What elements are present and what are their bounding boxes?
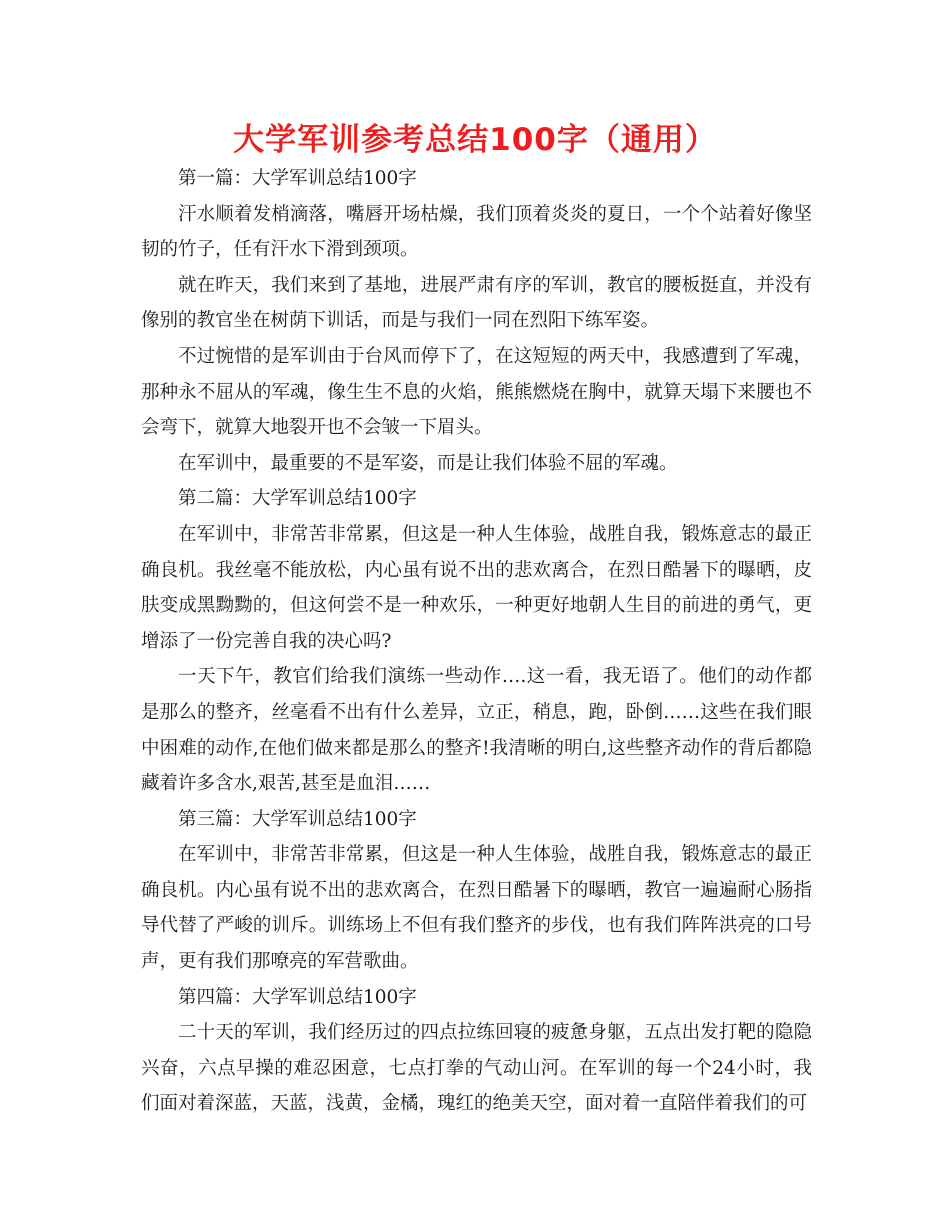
- paragraph: 汗水顺着发梢滴落，嘴唇开场枯燥，我们顶着炎炎的夏日，一个个站着好像坚韧的竹子，任有汗水下滑到颈项。: [141, 203, 812, 261]
- paragraph: 在军训中，非常苦非常累，但这是一种人生体验，战胜自我，锻炼意志的最正确良机。我丝毫不能放松，内心虽有说不出的悲欢离合，在烈日酷暑下的曝晒，皮肤变成黑黝黝的，但这何尝不是一种欢乐，一种更好地朝人生目的前进的勇气，更增添了一份完善自我的决心吗?: [141, 523, 812, 652]
- paragraph: 就在昨天，我们来到了基地，进展严肃有序的军训，教官的腰板挺直，并没有像别的教官坐在树荫下训话，而是与我们一同在烈阳下练军姿。: [141, 274, 812, 332]
- heading-part-4: 第四篇：大学军训总结100字: [178, 986, 417, 1008]
- paragraph: 二十天的军训，我们经历过的四点拉练回寝的疲惫身躯，五点出发打靶的隐隐兴奋，六点早操的难忍困意，七点打拳的气动山河。在军训的每一个24小时，我们面对着深蓝，天蓝，浅黄，金橘，瑰红的绝美天空，面对着一直陪伴着我们的可: [141, 1022, 812, 1115]
- document-title: 大学军训参考总结100字（通用）: [233, 122, 717, 158]
- heading-part-2: 第二篇：大学军训总结100字: [178, 488, 417, 510]
- paragraph: 在军训中，非常苦非常累，但这是一种人生体验，战胜自我，锻炼意志的最正确良机。内心虽有说不出的悲欢离合，在烈日酷暑下的曝晒，教官一遍遍耐心肠指导代替了严峻的训斥。训练场上不但有我们整齐的步伐，也有我们阵阵洪亮的口号声，更有我们那嘹亮的军营歌曲。: [141, 844, 812, 973]
- heading-part-1: 第一篇：大学军训总结100字: [178, 168, 417, 189]
- heading-part-3: 第三篇：大学军训总结100字: [178, 808, 417, 830]
- document-body: [141, 161, 812, 1122]
- paragraph: 不过惋惜的是军训由于台风而停下了，在这短短的两天中，我感遭到了军魂，那种永不屈从的军魂，像生生不息的火焰，熊熊燃烧在胸中，就算天塌下来腰也不会弯下，就算大地裂开也不会皱一下眉头。: [141, 345, 812, 439]
- paragraph: 一天下午，教官们给我们演练一些动作….这一看，我无语了。他们的动作都是那么的整齐，丝毫看不出有什么差异，立正，稍息，跑，卧倒……这些在我们眼中困难的动作,在他们做来都是那么的整齐!我清晰的明白,这些整齐动作的背后都隐藏着许多含水,艰苦,甚至是血泪……: [141, 666, 812, 795]
- paragraph: 在军训中，最重要的不是军姿，而是让我们体验不屈的军魂。: [178, 452, 678, 474]
